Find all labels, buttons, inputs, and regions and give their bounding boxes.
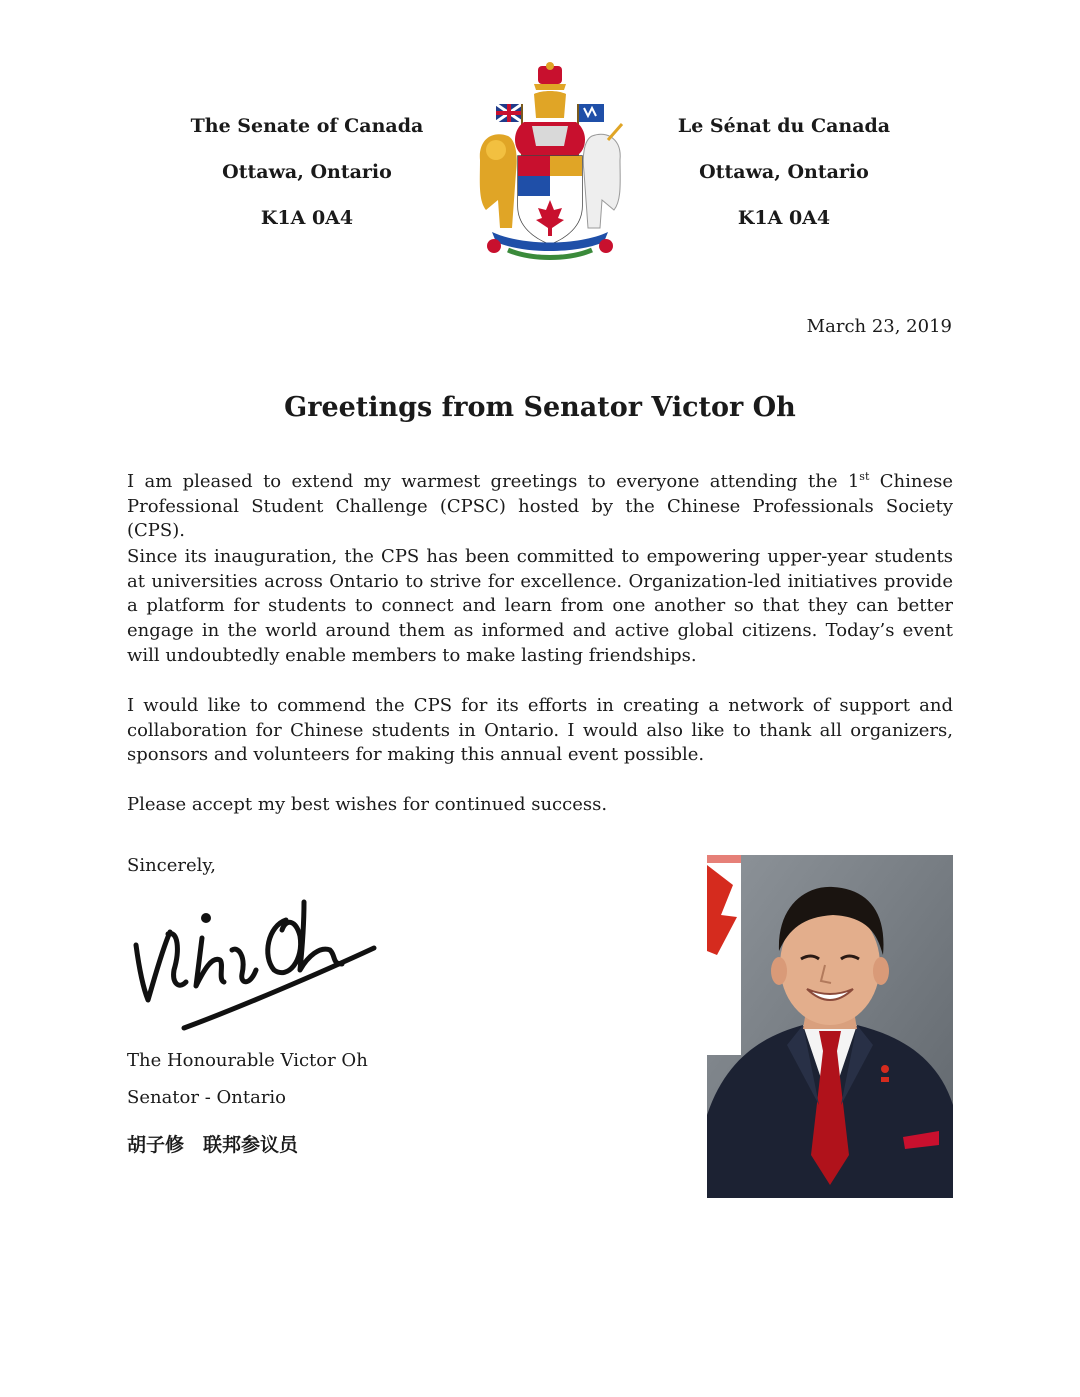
postal-code-en: K1A 0A4 bbox=[260, 207, 354, 229]
senate-name-fr: Le Sénat du Canada bbox=[677, 115, 891, 137]
signature-icon bbox=[128, 890, 383, 1035]
city-fr: Ottawa, Ontario bbox=[699, 161, 869, 183]
letter-date: March 23, 2019 bbox=[806, 316, 952, 337]
signatory-name: The Honourable Victor Oh bbox=[127, 1050, 368, 1071]
closing-salutation: Sincerely, bbox=[127, 855, 216, 876]
paragraph-1-text-a: I am pleased to extend my warmest greetings to everyone attending the 1 bbox=[127, 471, 860, 492]
coat-of-arms-icon bbox=[472, 60, 628, 260]
postal-code-fr: K1A 0A4 bbox=[737, 207, 831, 229]
paragraph-1-text-b: Chinese Professional Student Challenge (CPSC) hosted by the Chinese Professionals Society (CPS). bbox=[127, 471, 953, 542]
senate-name-en: The Senate of Canada bbox=[190, 115, 424, 137]
senator-portrait bbox=[707, 855, 953, 1198]
signatory-title: Senator - Ontario bbox=[127, 1087, 287, 1108]
letter-title: Greetings from Senator Victor Oh bbox=[284, 392, 796, 423]
body-paragraph-2: Since its inauguration, the CPS has been committed to empowering upper-year students at universities across Ontario to strive for excellence. Organization-led initiatives provide a platform for students to connect and learn from one another so that they can better engage in the world around them as informed and active global citizens. Today’s event will undoubtedly enable members to make lasting friendships. bbox=[127, 546, 953, 666]
city-en: Ottawa, Ontario bbox=[222, 161, 392, 183]
body-paragraph-1 bbox=[127, 470, 953, 544]
letterhead-english bbox=[157, 116, 457, 254]
body-paragraph-3: I would like to commend the CPS for its efforts in creating a network of support and collaboration for Chinese students in Ontario. I would also like to thank all organizers, sponsors and volunteers for making this annual event possible. bbox=[127, 695, 953, 766]
signatory-chinese-name: 胡子修 联邦参议员 bbox=[127, 1134, 299, 1156]
body-paragraph-4: Please accept my best wishes for continued success. bbox=[127, 794, 608, 815]
ordinal-suffix: st bbox=[859, 470, 870, 483]
letterhead-french bbox=[634, 116, 934, 254]
